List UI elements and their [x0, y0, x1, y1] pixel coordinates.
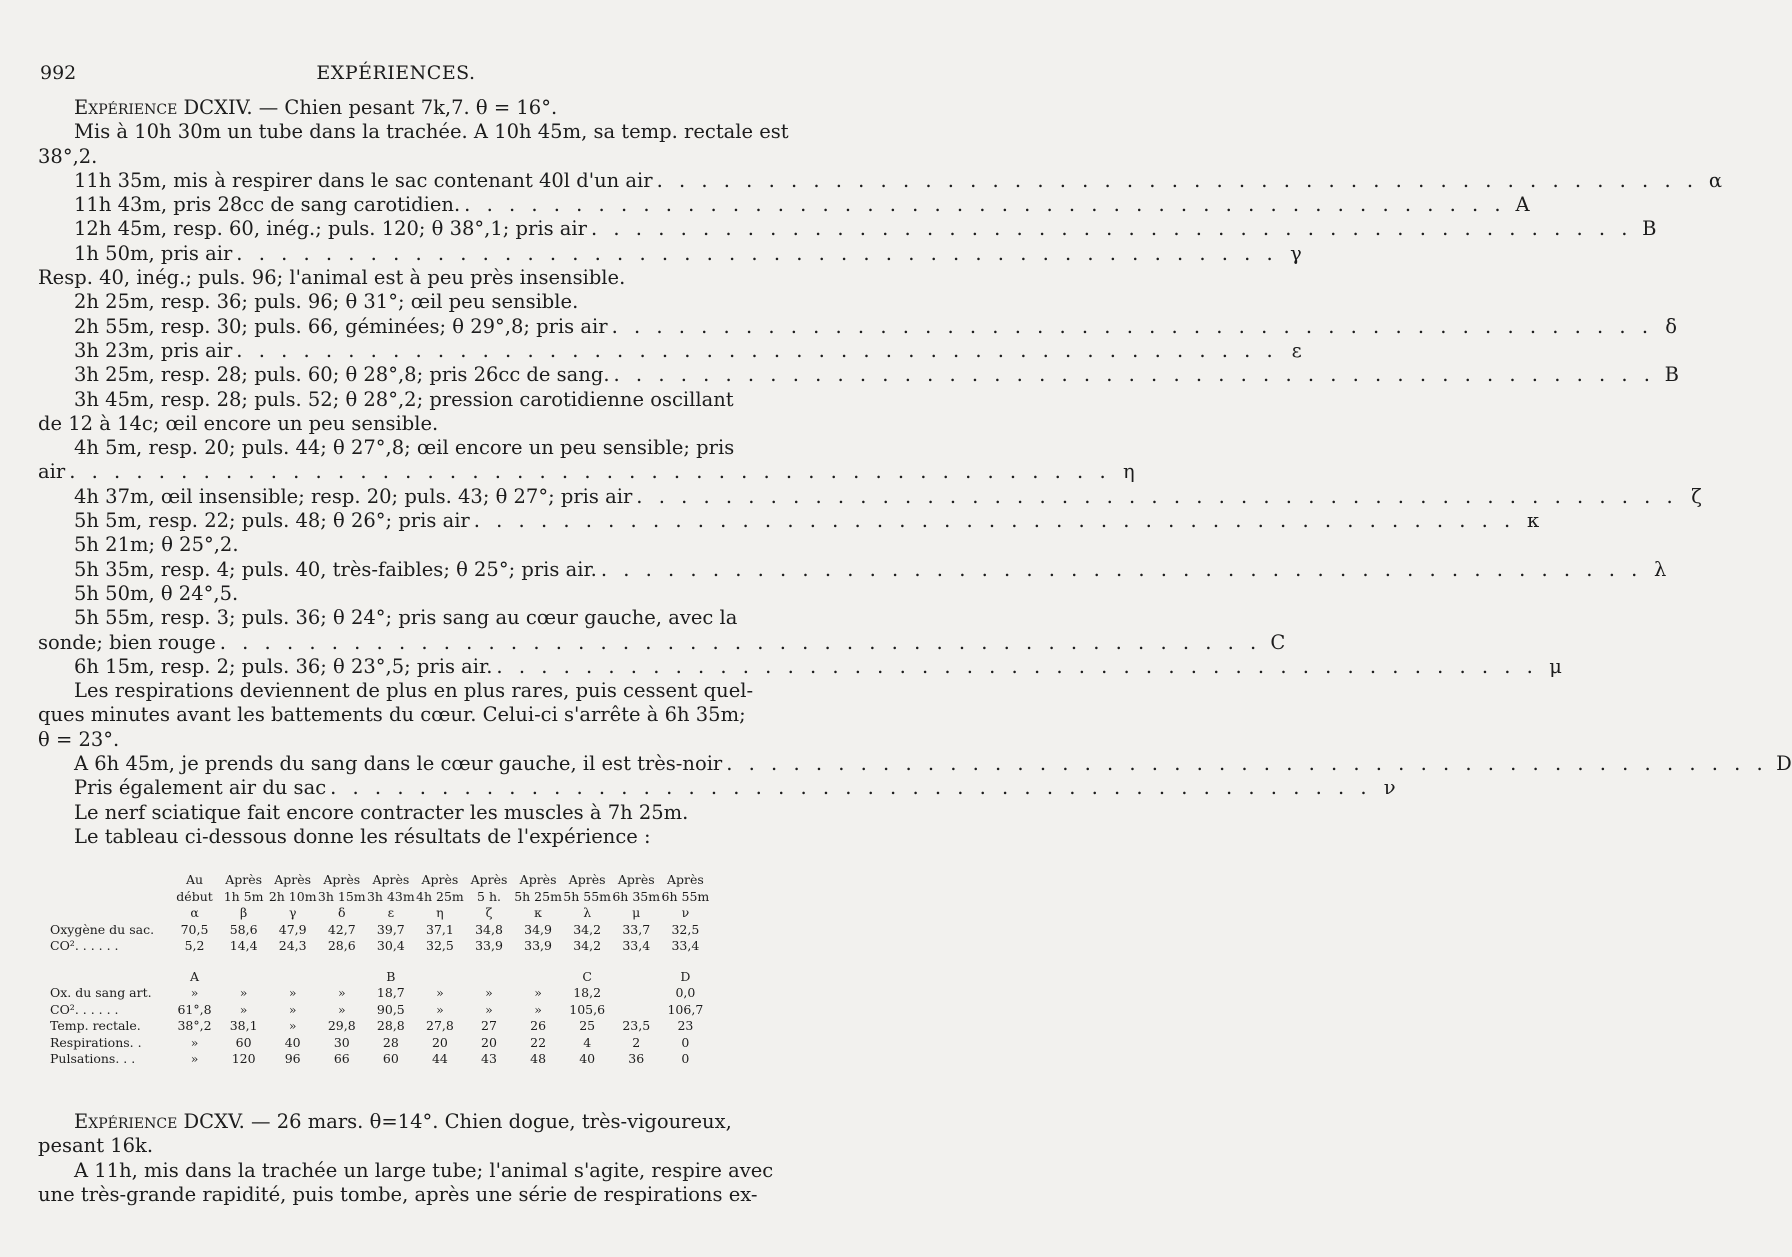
paragraph-line: pesant 16k. [38, 1134, 154, 1158]
table-cell: 2 [632, 1034, 641, 1050]
paragraph-line: 2h 25m, resp. 36; puls. 96; θ 31°; œil peu sensible. [74, 290, 579, 314]
experiment-615-text [38, 1110, 774, 1207]
entry-text: sonde; bien rouge [38, 630, 216, 654]
running-title: EXPÉRIENCES. [316, 62, 476, 84]
table-cell: 96 [284, 1051, 301, 1066]
table-cell: λ [583, 905, 592, 920]
table-cell: 18,7 [376, 985, 405, 1000]
table-cell: D [680, 968, 691, 984]
paragraph-line: 38°,2. [38, 144, 98, 168]
table-cell: » [288, 985, 297, 1000]
row-label [50, 905, 170, 922]
entry-text: 12h 45m, resp. 60, inég.; puls. 120; θ 38°,1; pris air [74, 217, 587, 241]
table-cell: » [288, 1018, 297, 1033]
leader-dots: . . . . . . . . . . . . . . . . . . . . . . . . . . . . . . . . . . . . . . . . . . . . . . . [464, 193, 1506, 217]
leader-dots: . . . . . . . . . . . . . . . . . . . . . . . . . . . . . . . . . . . . . . . . . . . . . . . [69, 460, 1111, 484]
table-cell: » [436, 985, 444, 1000]
table-cell: 2h 10m [268, 888, 317, 904]
table-cell: 14,4 [229, 938, 258, 953]
table-row [50, 985, 710, 1002]
leader-dots: . . . . . . . . . . . . . . . . . . . . . . . . . . . . . . . . . . . . . . . . . . . . . . . [236, 338, 1278, 362]
table-cell [268, 969, 317, 986]
table-cell: » [485, 985, 493, 1000]
table-cell: 0,0 [675, 985, 696, 1000]
table-cell: 4 [583, 1034, 592, 1050]
table-cell: début [176, 888, 213, 904]
row-label: CO². . . . . . [50, 1001, 119, 1017]
sample-marker: D [1776, 752, 1792, 776]
table-cell: » [436, 1001, 444, 1017]
table-cell: 5 h. [477, 888, 501, 904]
leader-dots: . . . . . . . . . . . . . . . . . . . . . . . . . . . . . . . . . . . . . . . . . . . . . . . [473, 509, 1516, 533]
table-cell: 39,7 [376, 921, 405, 937]
paragraph-line: A 11h, mis dans la trachée un large tube; l'animal s'agite, respire avec [74, 1158, 774, 1182]
table-cell: Après [372, 872, 410, 887]
table-row [50, 1035, 710, 1052]
table-cell: 28,6 [327, 938, 356, 953]
entry-text: air [38, 460, 66, 484]
table-cell: Après [421, 872, 459, 887]
table-cell: 3h 43m [366, 888, 415, 904]
table-header-row [50, 889, 710, 906]
paragraph-line: 5h 21m; θ 25°,2. [74, 533, 239, 557]
table-row [50, 1051, 710, 1068]
table-cell: 61°,8 [177, 1001, 212, 1017]
table-cell: 26 [530, 1018, 547, 1033]
table-cell: A [190, 968, 200, 984]
sample-marker: ζ [1691, 484, 1702, 508]
table-cell: 90,5 [376, 1001, 405, 1017]
experiment-title: Expérience DCXIV. — Chien pesant 7k,7. θ = 16°. [74, 96, 558, 119]
table-cell: 29,8 [327, 1018, 356, 1033]
table-cell: Après [617, 872, 655, 887]
table-cell: κ [534, 905, 542, 920]
dotted-leader-line [38, 654, 1562, 679]
entry-text: 11h 35m, mis à respirer dans le sac contenant 40l d'un air [74, 168, 653, 192]
dotted-leader-line [38, 509, 1540, 533]
table-cell: 37,1 [426, 921, 454, 937]
leader-dots: . . . . . . . . . . . . . . . . . . . . . . . . . . . . . . . . . . . . . . . . . . . . . . . [496, 654, 1538, 678]
entry-text: 5h 35m, resp. 4; puls. 40, très-faibles; θ 25°; pris air. [74, 557, 597, 581]
table-cell: Après [274, 872, 312, 887]
table-cell: γ [288, 905, 297, 920]
table-cell: » [534, 1001, 542, 1017]
dotted-leader-line [38, 168, 1723, 193]
table-cell: 36 [628, 1051, 645, 1066]
row-label: Oxygène du sac. [50, 921, 155, 937]
sample-marker: ε [1291, 338, 1302, 362]
paragraph-line: Mis à 10h 30m un tube dans la trachée. A 10h 45m, sa temp. rectale est [74, 120, 789, 144]
entry-text: 3h 23m, pris air [74, 338, 233, 362]
table-cell: 5h 55m [563, 888, 612, 904]
table-cell [612, 985, 661, 1002]
row-label: Pulsations. . . [50, 1051, 136, 1066]
leader-dots: . . . . . . . . . . . . . . . . . . . . . . . . . . . . . . . . . . . . . . . . . . . . . . . [613, 363, 1655, 387]
sample-label-row [50, 969, 710, 986]
dotted-leader-line [38, 630, 1286, 655]
page-number: 992 [40, 62, 77, 84]
table-row [50, 1002, 710, 1019]
row-label [50, 872, 170, 889]
table-cell [415, 969, 464, 986]
table-cell: 105,6 [569, 1001, 606, 1017]
row-label [50, 889, 170, 906]
table-cell: 34,2 [573, 921, 602, 937]
table-cell: 60 [382, 1051, 399, 1066]
table-cell: 120 [231, 1051, 256, 1066]
table-cell [219, 969, 268, 986]
sample-marker: λ [1653, 557, 1667, 581]
table-cell: Après [568, 872, 606, 887]
table-cell: 20 [481, 1034, 497, 1050]
table-cell: 0 [681, 1051, 690, 1066]
table-cell: 6h 55m [661, 888, 710, 904]
sample-marker: ν [1383, 776, 1396, 800]
table-cell: ε [387, 905, 395, 920]
table-cell: 27 [481, 1018, 497, 1033]
paragraph-line: Les respirations deviennent de plus en plus rares, puis cessent quel- [74, 679, 754, 703]
paragraph-line: ques minutes avant les battements du cœur. Celui-ci s'arrête à 6h 35m; [38, 703, 746, 727]
table-cell: 34,9 [524, 921, 552, 937]
table-cell: ν [681, 905, 690, 920]
table-cell: 30 [333, 1034, 350, 1050]
dotted-leader-line [38, 338, 1302, 363]
paragraph-line: 5h 55m, resp. 3; puls. 36; θ 24°; pris sang au cœur gauche, avec la [74, 606, 738, 630]
sample-marker: A [1515, 193, 1530, 217]
entry-text: Pris également air du sac [74, 776, 327, 800]
leader-dots: . . . . . . . . . . . . . . . . . . . . . . . . . . . . . . . . . . . . . . . . . . . . . . . [656, 168, 1699, 192]
leader-dots: . . . . . . . . . . . . . . . . . . . . . . . . . . . . . . . . . . . . . . . . . . . . . . . [611, 314, 1654, 338]
table-cell: 33,4 [622, 938, 651, 953]
table-cell: 70,5 [180, 921, 209, 937]
sample-marker: γ [1290, 241, 1302, 265]
table-cell: » [288, 1001, 297, 1017]
table-cell: 27,8 [426, 1018, 454, 1033]
paragraph-line: 5h 50m, θ 24°,5. [74, 581, 239, 605]
table-cell: 40 [284, 1034, 301, 1050]
sample-marker: α [1708, 168, 1723, 192]
experiment-title: Expérience DCXV. — 26 mars. θ=14°. Chien dogue, très-vigoureux, [74, 1110, 732, 1133]
table-cell: 23 [677, 1018, 694, 1033]
table-cell: » [190, 1034, 199, 1050]
paragraph-line: θ = 23°. [38, 727, 120, 751]
table-cell: 44 [431, 1051, 448, 1066]
dotted-leader-line [38, 217, 1657, 241]
row-label: Respirations. . [50, 1034, 142, 1050]
sample-marker: κ [1527, 509, 1540, 533]
table-cell: 28 [382, 1034, 399, 1050]
table-cell: 22 [530, 1034, 547, 1050]
table-cell [317, 969, 366, 986]
dotted-leader-line [38, 314, 1678, 339]
table-cell: 24,3 [278, 938, 307, 953]
leader-dots: . . . . . . . . . . . . . . . . . . . . . . . . . . . . . . . . . . . . . . . . . . . . . . . [330, 776, 1372, 800]
table-row [50, 1018, 710, 1035]
table-cell [612, 1002, 661, 1019]
table-cell: 60 [235, 1034, 252, 1050]
table-cell: C [582, 968, 592, 984]
sample-marker: B [1642, 217, 1657, 241]
leader-dots: . . . . . . . . . . . . . . . . . . . . . . . . . . . . . . . . . . . . . . . . . . . . . . . [636, 484, 1678, 508]
table-cell: B [386, 968, 396, 984]
dotted-leader-line [38, 557, 1667, 582]
table-cell [514, 969, 563, 986]
dotted-leader-line [38, 193, 1530, 217]
table-cell: 58,6 [229, 921, 258, 937]
dotted-leader-line [38, 363, 1679, 387]
table-cell: » [190, 985, 199, 1000]
entry-text: 4h 37m, œil insensible; resp. 20; puls. 43; θ 27°; pris air [74, 484, 633, 508]
entry-text: A 6h 45m, je prends du sang dans le cœur gauche, il est très-noir [74, 752, 723, 776]
dotted-leader-line [38, 460, 1135, 484]
table-cell: Au [186, 872, 204, 887]
table-cell: 28,8 [376, 1018, 405, 1033]
table-cell: Après [470, 872, 508, 887]
table-cell: 47,9 [278, 921, 307, 937]
table-cell: 4h 25m [416, 888, 464, 904]
table-cell: η [436, 905, 444, 920]
paragraph-line: de 12 à 14c; œil encore un peu sensible. [38, 411, 439, 435]
table-cell: 33,7 [622, 921, 651, 937]
table-cell: 48 [530, 1051, 547, 1066]
sample-label-row [50, 905, 710, 922]
table-cell: 18,2 [573, 985, 602, 1000]
row-label: Temp. rectale. [50, 1018, 141, 1033]
table-cell: 38°,2 [177, 1018, 212, 1033]
leader-dots: . . . . . . . . . . . . . . . . . . . . . . . . . . . . . . . . . . . . . . . . . . . . . . . [219, 630, 1262, 654]
table-cell: 25 [579, 1018, 596, 1033]
sample-marker: δ [1665, 314, 1678, 338]
sample-marker: B [1664, 363, 1679, 387]
row-label [50, 969, 170, 986]
experiment-614-text [38, 96, 1792, 849]
table-cell: 32,5 [426, 938, 454, 953]
sample-marker: η [1122, 460, 1135, 484]
table-cell: 6h 35m [612, 888, 661, 904]
table-cell: 33,9 [524, 938, 552, 953]
table-cell: » [239, 1001, 248, 1017]
entry-text: 11h 43m, pris 28cc de sang carotidien. [74, 193, 461, 217]
dotted-leader-line [38, 752, 1792, 776]
table-row [50, 938, 710, 955]
paragraph-line: Le tableau ci-dessous donne les résultats de l'expérience : [74, 824, 651, 848]
table-cell: 32,5 [671, 921, 700, 937]
table-cell: 20 [431, 1034, 448, 1050]
sample-marker: C [1270, 630, 1286, 654]
table-cell: Après [225, 872, 263, 887]
leader-dots: . . . . . . . . . . . . . . . . . . . . . . . . . . . . . . . . . . . . . . . . . . . . . . . [600, 557, 1643, 581]
entry-text: 2h 55m, resp. 30; puls. 66, géminées; θ 29°,8; pris air [74, 314, 608, 338]
row-label: Ox. du sang art. [50, 985, 152, 1000]
entry-text: 1h 50m, pris air [74, 241, 233, 265]
table-cell: 30,4 [376, 938, 405, 953]
table-cell: 34,2 [573, 938, 602, 953]
table-cell: ζ [485, 905, 493, 920]
leader-dots: . . . . . . . . . . . . . . . . . . . . . . . . . . . . . . . . . . . . . . . . . . . . . . . [591, 217, 1633, 241]
leader-dots: . . . . . . . . . . . . . . . . . . . . . . . . . . . . . . . . . . . . . . . . . . . . . . . [726, 752, 1768, 776]
table-cell: α [190, 905, 199, 920]
table-cell: 34,8 [475, 921, 503, 937]
paragraph-line: 3h 45m, resp. 28; puls. 52; θ 28°,2; pression carotidienne oscillant [74, 387, 734, 411]
dotted-leader-line [38, 484, 1702, 509]
table-row [50, 922, 710, 939]
table-spacer [50, 955, 710, 969]
table-cell: 0 [681, 1034, 690, 1050]
table-cell: 5,2 [184, 938, 205, 953]
row-label: CO². . . . . . [50, 938, 119, 953]
table-cell: Après [519, 872, 557, 887]
table-cell: δ [338, 905, 346, 920]
leader-dots: . . . . . . . . . . . . . . . . . . . . . . . . . . . . . . . . . . . . . . . . . . . . . . . [236, 241, 1278, 265]
entry-text: 3h 25m, resp. 28; puls. 60; θ 28°,8; pris 26cc de sang. [74, 363, 610, 387]
table-cell: 42,7 [327, 921, 356, 937]
table-cell: » [239, 985, 248, 1000]
table-cell: μ [632, 905, 641, 920]
entry-text: 5h 5m, resp. 22; puls. 48; θ 26°; pris air [74, 509, 470, 533]
table-cell: » [534, 985, 542, 1000]
entry-text: 6h 15m, resp. 2; puls. 36; θ 23°,5; pris air. [74, 654, 493, 678]
table-cell: 23,5 [622, 1018, 651, 1033]
paragraph-line: une très-grande rapidité, puis tombe, après une série de respirations ex- [38, 1182, 758, 1206]
table-cell: β [240, 905, 248, 920]
paragraph-line: 4h 5m, resp. 20; puls. 44; θ 27°,8; œil encore un peu sensible; pris [74, 436, 735, 460]
paragraph-line: Resp. 40, inég.; puls. 96; l'animal est à peu près insensible. [38, 266, 626, 290]
table-cell: » [337, 1001, 346, 1017]
table-cell: » [485, 1001, 493, 1017]
table-cell: Après [666, 872, 704, 887]
table-cell: 3h 15m [317, 888, 366, 904]
table-cell: 1h 5m [223, 888, 264, 904]
paragraph-line: Le nerf sciatique fait encore contracter les muscles à 7h 25m. [74, 800, 689, 824]
dotted-leader-line [38, 776, 1396, 800]
table-header-row [50, 872, 710, 889]
table-cell: » [190, 1051, 199, 1066]
table-cell: 5h 25m [514, 888, 562, 904]
results-table [50, 872, 710, 1068]
table-cell: 33,4 [671, 938, 700, 953]
sample-marker: μ [1549, 654, 1562, 678]
dotted-leader-line [38, 241, 1302, 266]
table-cell: 33,9 [475, 938, 503, 953]
table-cell: 38,1 [229, 1018, 258, 1033]
table-cell: 66 [333, 1051, 350, 1066]
table-cell: » [337, 985, 346, 1000]
page-header [40, 62, 752, 92]
table-cell [464, 969, 513, 986]
table-cell: 40 [579, 1051, 596, 1066]
table-cell [612, 969, 661, 986]
table-cell: Après [323, 872, 361, 887]
table-cell: 106,7 [667, 1001, 704, 1017]
table-cell: 43 [481, 1051, 497, 1066]
